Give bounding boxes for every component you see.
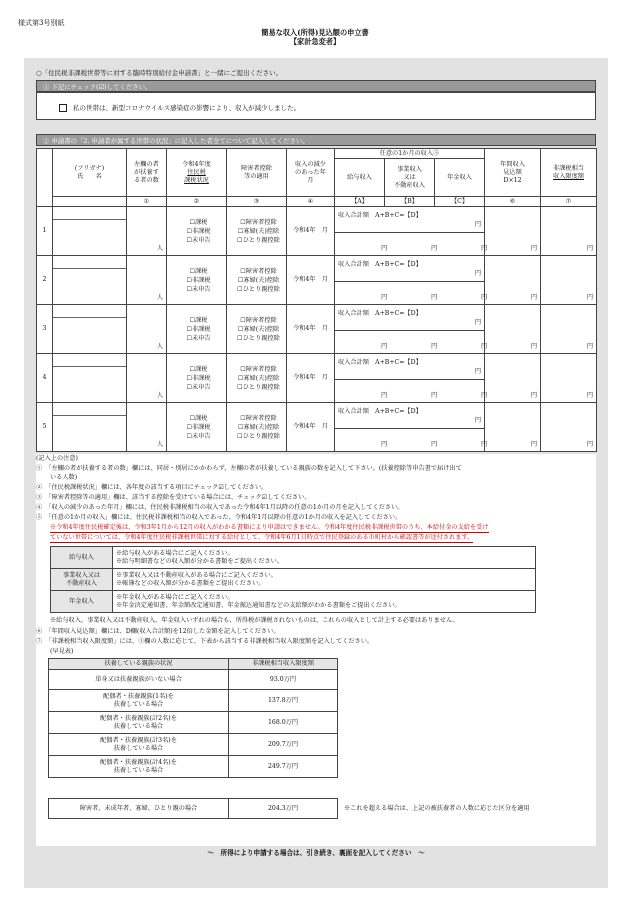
income-sum-cell[interactable]: 収入合計額 A+B+C=【D】 円 円 円 円 (335, 403, 485, 452)
row-number: 2 (37, 256, 53, 305)
col-pension: 年金収入 (435, 159, 485, 197)
income-limit-cell[interactable]: 円 (541, 256, 597, 305)
list-item: 年金収入 ※年金収入がある場合にご記入ください。 ※年金決定通知書、年金額改定通知書、年金振込通知書などの支給額がわかる書類をご提出ください。 (51, 591, 536, 613)
note-5-warning-2: ていない世帯については、令和4年度住民税非課税世帯に対する給付として、令和4年6月1日時点で住民登録のある市町村から確認書等が送付されます。 (50, 534, 474, 541)
page-title (0, 28, 630, 46)
dependents-cell[interactable]: 人 (127, 354, 167, 403)
name-cell[interactable] (53, 305, 127, 354)
col-tax-status: 令和4年度 住民税 課税状況 (167, 149, 227, 197)
quick-reference-table: 扶養している親族の状況 非課税相当収入限度額 単身又は扶養親族がいない場合 93.0万円 配偶者・扶養親族(1名)を 扶養している場合 137.8万円 配偶者・扶養親族(計2名)を 扶養している場合 168.0万円 配偶者・扶養親族(計3名)を 扶養している場合 209.7万円 配偶者・扶養親族(計4名)を 扶養している場合 249.7万円 (48, 658, 338, 778)
income-limit-cell[interactable]: 円 (541, 305, 597, 354)
col-annual-estimate: 年間収入 見込額 D×12 (485, 149, 541, 197)
section1-box (36, 92, 596, 120)
dependents-cell[interactable]: 人 (127, 305, 167, 354)
section2-header: ② 申請書の「2. 申請者が属する世帯の状況」に記入した者全てについて記入してください。 (36, 134, 596, 146)
table-row (37, 256, 597, 305)
row-number: 1 (37, 207, 53, 256)
name-cell[interactable] (53, 403, 127, 452)
list-item: 事業収入又は 不動産収入 ※事業収入又は不動産収入がある場合にご記入ください。 ※帳簿などの収入額が分かる書類をご提出ください。 (51, 569, 536, 591)
dependents-cell[interactable]: 人 (127, 256, 167, 305)
income-sum-cell[interactable]: 収入合計額 A+B+C=【D】 円 円 円 円 (335, 207, 485, 256)
income-docs-table (50, 546, 536, 613)
name-cell[interactable] (53, 256, 127, 305)
deduction-cell[interactable]: ☐障害者控除 ☐寡婦(夫)控除 ☐ひとり親控除 (227, 403, 287, 452)
table-row: 単身又は扶養親族がいない場合 93.0万円 (49, 670, 338, 690)
deduction-cell[interactable]: ☐障害者控除 ☐寡婦(夫)控除 ☐ひとり親控除 (227, 354, 287, 403)
note-5: ⑤ 「任意の1か月の収入」欄には、住民税非課税相当の収入であった、令和4年1月以降の任意の1か月の収入を記入してください。 (36, 514, 402, 521)
table-row: 配偶者・扶養親族(1名)を 扶養している場合 137.8万円 (49, 690, 338, 712)
income-sum-cell[interactable]: 収入合計額 A+B+C=【D】 円 円 円 円 (335, 305, 485, 354)
annual-estimate-cell[interactable]: 円 (485, 256, 541, 305)
title-main: 簡易な収入(所得)見込額の申立書 (261, 28, 369, 37)
note-1: ① 「左欄の者が扶養する者の数」欄には、同居・別居にかかわらず、左欄の者が扶養している親族の数を記入して下さい。(扶養控除等申告書で届け出て (36, 465, 462, 472)
note-7: ⑦ 「非課税相当収入限度額」には、①欄の人数に応じて、下表から該当する非課税相当収入限度額を記入してください。 (36, 638, 374, 645)
list-item: 給与収入 ※給与収入がある場合にご記入ください。 ※給与明細書などの収入額が分かる書類をご提出ください。 (51, 547, 536, 569)
table-row: 配偶者・扶養親族(計4名)を 扶養している場合 249.7万円 (49, 756, 338, 778)
income-sum-cell[interactable]: 収入合計額 A+B+C=【D】 円 円 円 円 (335, 354, 485, 403)
deduction-cell[interactable]: ☐障害者控除 ☐寡婦(夫)控除 ☐ひとり親控除 (227, 207, 287, 256)
tax-status-cell[interactable]: ☐課税 ☐非課税 ☐未申告 (167, 305, 227, 354)
table-row (37, 403, 597, 452)
dependents-cell[interactable]: 人 (127, 403, 167, 452)
quick-reference-note: ※これを超える場合は、上記の被扶養者の人数に応じた区分を適用 (344, 805, 530, 812)
note-6: ⑥ 「年間収入見込額」欄には、D欄(収入合計額)を12倍した金額を記入してください。 (36, 628, 280, 635)
income-limit-cell[interactable]: 円 (541, 354, 597, 403)
quick-reference-special: 障害者、未成年者、寡婦、ひとり親の場合 204.3万円 (48, 798, 338, 819)
table-row (37, 305, 597, 354)
label-blank (53, 197, 127, 207)
annual-estimate-cell[interactable]: 円 (485, 305, 541, 354)
household-table: (フリガナ) 氏 名 左欄の者 が扶養す る者の数 令和4年度 住民税 課税状況 障害者控除 等の適用 収入の減少 のあった年 月 任意の1か月の収入⑤ 年間収入 見込額 D×12 非課税相当 収入限度額 給与収入 事業収入 又は 不動産収入 年金収入 ① ② ③ ④ 【A】 【B】 【C】 ⑥ ⑦ 1 人 ☐課税 ☐非課税 ☐未申告 ☐障害者控除 ☐寡婦(夫)控除 ☐ひとり親控除 令和4年 月 収入合計額 A+B+C=【D】 円 円 円 円 円 円 2 人 ☐課税 ☐非課税 ☐未申告 ☐障害者控除 ☐寡婦(夫)控除 ☐ひとり親控除 令和4年 月 収入合計額 A+B+C=【D】 円 円 円 円 円 円 3 人 ☐課税 ☐非課税 ☐未申告 ☐障害者控除 ☐寡婦(夫)控除 ☐ひとり親控除 令和4年 月 収入合計額 A+B+C=【D】 円 円 円 円 円 円 4 人 ☐課税 ☐非課税 ☐未申告 ☐障害者控除 ☐寡婦(夫)控除 ☐ひとり親控除 令和4年 月 収入合計額 A+B+C=【D】 円 円 円 円 円 円 5 人 ☐課税 ☐非課税 ☐未申告 ☐障害者控除 ☐寡婦(夫)控除 ☐ひとり親控除 令和4年 月 収入合計額 A+B+C=【D】 円 円 円 円 円 円 (36, 148, 597, 452)
section1-header: ① 下記にチェック(☑)してください。 (36, 80, 596, 92)
title-sub: 【家計急変者】 (289, 37, 341, 46)
row-number: 5 (37, 403, 53, 452)
decrease-month-cell[interactable]: 令和4年 月 (287, 305, 335, 354)
row-number: 4 (37, 354, 53, 403)
section1-item-label: 私の世帯は、新型コロナウイルス感染症の影響により、収入が減少しました。 (73, 104, 301, 112)
deduction-cell[interactable]: ☐障害者控除 ☐寡婦(夫)控除 ☐ひとり親控除 (227, 256, 287, 305)
col-salary: 給与収入 (335, 159, 385, 197)
name-cell[interactable] (53, 207, 127, 256)
annual-estimate-cell[interactable]: 円 (485, 403, 541, 452)
note-5b: ※給与収入、事業収入又は不動産収入、年金収入いずれの場合も、所得税が課税されないものは、これらの収入として計上する必要はありません。 (50, 617, 459, 624)
notes-area: (記入上の注意) ① 「左欄の者が扶養する者の数」欄には、同居・別居にかかわらず、左欄の者が扶養している親族の数を記入して下さい。(扶養控除等申告書で届け出て いる人数) ② 「住民税課税状況」欄には、各年度の該当する項目にチェック☑してください。 ③ 「障害者控除等の適用」欄は、該当する控除を受けている場合には、チェック☑してください。 ④ 「収入の減少のあった年月」欄には、住民税非課税相当の収入であった令和4年1月以降の任意の1か月の月を記入してください。 ⑤ 「任意の1か月の収入」欄には、住民税非課税相当の収入であった、令和4年1月以降の任意の1か月の収入を記入してください。 ※令和4年度住民税確定後は、令和3年1月から12月の収入がわかる書類により申請はできません。令和4年度住民税非課税世帯のうち、本給付金の支給を受け ていない世帯については、令和4年度住民税非課税世帯に対する給付として、令和4年6月1日時点で住民登録のある市町村から確認書等が送付されます。 給与収入 ※給与収入がある場合にご記入ください。 ※給与明細書などの収入額が分かる書類をご提出ください。 事業収入又は 不動産収入 ※事業収入又は不動産収入がある場合にご記入ください。 ※帳簿などの収入額が分かる書類をご提出ください。 年金収入 ※年金収入がある場合にご記入ください。 ※年金決定通知書、年金額改定通知書、年金振込通知書などの支給額がわかる書類をご提出ください。 ※給与収入、事業収入又は不動産収入、年金収入いずれの場合も、所得税が課税されないものは、これらの収入として計上する必要はありません。 ⑥ 「年間収入見込額」欄には、D欄(収入合計額)を12倍した金額を記入してください。 ⑦ 「非課税相当収入限度額」には、①欄の人数に応じて、下表から該当する非課税相当収入限度額を記入してください。 (早見表) 扶養している親族の状況 非課税相当収入限度額 単身又は扶養親族がいない場合 93.0万円 配偶者・扶養親族(1名)を 扶養している場合 137.8万円 配偶者・扶養親族(計2名)を 扶養している場合 168.0万円 配偶者・扶養親族(計3名)を 扶養している場合 209.7万円 配偶者・扶養親族(計4名)を 扶養している場合 249.7万円 障害者、未成年者、寡婦、ひとり親の場合 204.3万円 ※これを超える場合は、上記の被扶養者の人数に応じた区分を適用 (36, 454, 596, 846)
income-sum-cell[interactable]: 収入合計額 A+B+C=【D】 円 円 円 円 (335, 256, 485, 305)
col-income-group: 任意の1か月の収入⑤ (335, 149, 485, 159)
annual-estimate-cell[interactable]: 円 (485, 207, 541, 256)
table-row: 配偶者・扶養親族(計2名)を 扶養している場合 168.0万円 (49, 712, 338, 734)
col-decrease-month: 収入の減少 のあった年 月 (287, 149, 335, 197)
col-name: (フリガナ) 氏 名 (53, 149, 127, 197)
footer-note: ～ 所得により申請する場合は、引き続き、裏面を記入してください ～ (36, 846, 596, 860)
table-row: 配偶者・扶養親族(計3名)を 扶養している場合 209.7万円 (49, 734, 338, 756)
section1-item (37, 103, 300, 112)
col-business: 事業収入 又は 不動産収入 (385, 159, 435, 197)
tax-status-cell[interactable]: ☐課税 ☐非課税 ☐未申告 (167, 256, 227, 305)
tax-status-cell[interactable]: ☐課税 ☐非課税 ☐未申告 (167, 354, 227, 403)
decrease-month-cell[interactable]: 令和4年 月 (287, 354, 335, 403)
decrease-month-cell[interactable]: 令和4年 月 (287, 207, 335, 256)
row-number: 3 (37, 305, 53, 354)
table-row (37, 207, 597, 256)
note-4: ④ 「収入の減少のあった年月」欄には、住民税非課税相当の収入であった令和4年1月以降の任意の1か月の月を記入してください。 (36, 504, 404, 511)
annual-estimate-cell[interactable]: 円 (485, 354, 541, 403)
col-dependents: 左欄の者 が扶養す る者の数 (127, 149, 167, 197)
decrease-month-cell[interactable]: 令和4年 月 (287, 403, 335, 452)
income-limit-cell[interactable]: 円 (541, 207, 597, 256)
intro-text: ○「住民税非課税世帯等に対する臨時特別給付金申請書」と一緒にご提出ください。 (36, 69, 283, 77)
col-deduction: 障害者控除 等の適用 (227, 149, 287, 197)
tax-status-cell[interactable]: ☐課税 ☐非課税 ☐未申告 (167, 207, 227, 256)
note-3: ③ 「障害者控除等の適用」欄は、該当する控除を受けている場合には、チェック☑してください。 (36, 494, 311, 501)
tax-status-cell[interactable]: ☐課税 ☐非課税 ☐未申告 (167, 403, 227, 452)
deduction-cell[interactable]: ☐障害者控除 ☐寡婦(夫)控除 ☐ひとり親控除 (227, 305, 287, 354)
note-2: ② 「住民税課税状況」欄には、各年度の該当する項目にチェック☑してください。 (36, 484, 268, 491)
decrease-month-cell[interactable]: 令和4年 月 (287, 256, 335, 305)
name-cell[interactable] (53, 354, 127, 403)
table-row (37, 354, 597, 403)
income-limit-cell[interactable]: 円 (541, 403, 597, 452)
col-income-limit: 非課税相当 収入限度額 (541, 149, 597, 197)
form-number: 様式第3号別紙 (18, 19, 65, 27)
col-no (37, 149, 53, 207)
dependents-cell[interactable]: 人 (127, 207, 167, 256)
note-5-warning-1: ※令和4年度住民税確定後は、令和3年1月から12月の収入がわかる書類により申請はできません。令和4年度住民税非課税世帯のうち、本給付金の支給を受け (50, 524, 489, 531)
reduced-income-checkbox[interactable] (59, 104, 67, 112)
